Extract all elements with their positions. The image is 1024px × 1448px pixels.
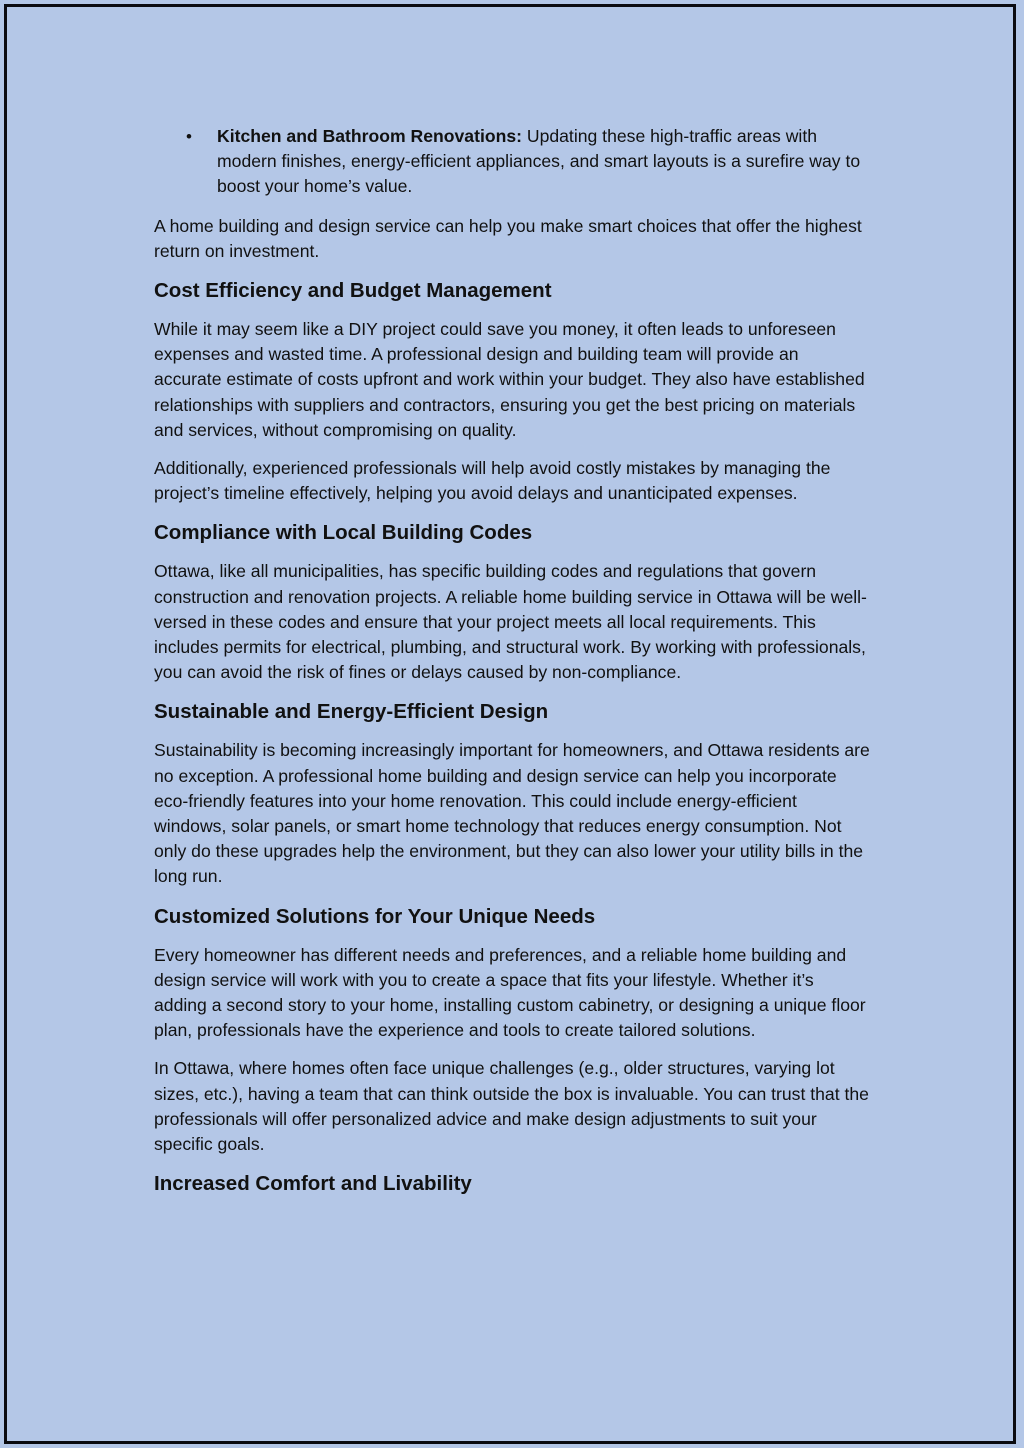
bullet-list <box>154 124 870 200</box>
section-paragraph: Every homeowner has different needs and preferences, and a reliable home building and design service will work with you to create a space that fits your lifestyle. Whether it’s adding a second story to your home, installing custom cabinetry, or designing a unique floor plan, professionals have the experience and tools to create tailored solutions. <box>154 944 866 1041</box>
section-paragraph: In Ottawa, where homes often face unique challenges (e.g., older structures, varying lot sizes, etc.), having a team that can think outside the box is invaluable. You can trust that the professionals will offer personalized advice and make design adjustments to suit your specific goals. <box>154 1058 869 1155</box>
section-paragraph: Sustainability is becoming increasingly important for homeowners, and Ottawa residents are no exception. A professional home building and design service can help you incorporate eco-friendly features into your home renovation. This could include energy-efficient windows, solar panels, or smart home technology that reduces energy consumption. Not only do these upgrades help the environment, but they can also lower your utility bills in the long run. <box>154 740 870 887</box>
section-paragraph: Ottawa, like all municipalities, has specific building codes and regulations that govern construction and renovation projects. A reliable home building service in Ottawa will be well-versed in these codes and ensure that your project meets all local requirements. This includes permits for electrical, plumbing, and structural work. By working with professionals, you can avoid the risk of fines or delays caused by non-compliance. <box>154 561 867 683</box>
section-heading-sustainable: Sustainable and Energy-Efficient Design <box>154 700 549 724</box>
intro-paragraph: A home building and design service can help you make smart choices that offer the highest return on investment. <box>154 215 862 261</box>
section-heading-cost-efficiency: Cost Efficiency and Budget Management <box>154 279 552 303</box>
bullet-dot-icon: • <box>186 127 192 146</box>
bullet-body-text: Updating these high-traffic areas with modern finishes, energy-efficient appliances, and smart layouts is a surefire way to boost your home’s value. <box>217 126 861 197</box>
section-paragraph: Additionally, experienced professionals will help avoid costly mistakes by managing the project’s timeline effectively, helping you avoid delays and unanticipated expenses. <box>154 458 831 504</box>
section-heading-comfort: Increased Comfort and Livability <box>154 1172 472 1196</box>
document-body <box>154 124 870 1210</box>
section-heading-customized: Customized Solutions for Your Unique Needs <box>154 904 596 928</box>
bullet-item-kitchen-bathroom <box>186 124 870 200</box>
section-heading-compliance: Compliance with Local Building Codes <box>154 521 533 545</box>
bullet-lead-text: Kitchen and Bathroom Renovations: <box>217 126 522 146</box>
section-paragraph: While it may seem like a DIY project could save you money, it often leads to unforeseen expenses and wasted time. A professional design and building team will provide an accurate estimate of costs upfront and work within your budget. They also have established relationships with suppliers and contractors, ensuring you get the best pricing on materials and services, without compromising on quality. <box>154 319 865 440</box>
